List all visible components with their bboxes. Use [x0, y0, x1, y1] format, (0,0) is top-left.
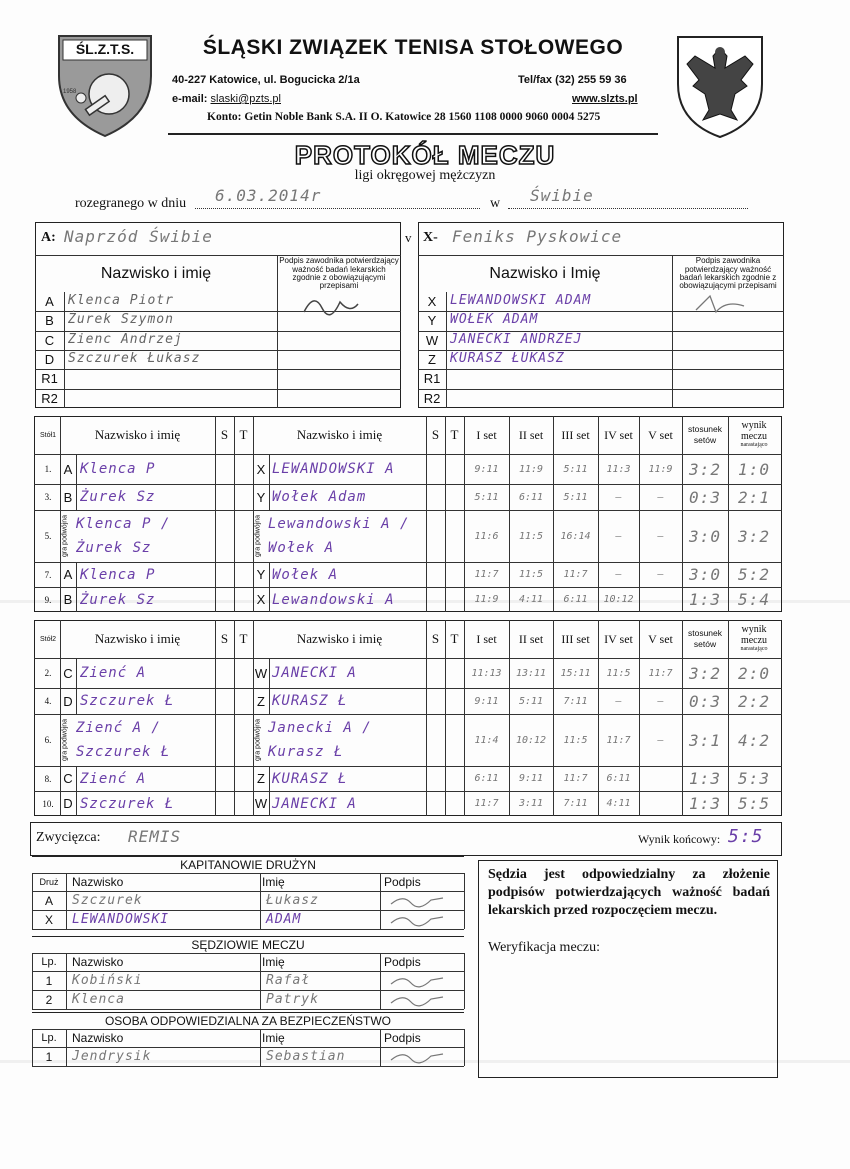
player-code: X: [427, 294, 437, 310]
row-surname: LEWANDOWSKI: [72, 912, 170, 927]
col-header-set4: IV set: [604, 631, 633, 646]
table-label-text: Stół: [40, 431, 53, 439]
player-name: KURASZ ŁUKASZ: [450, 351, 565, 367]
row-team: A: [44, 893, 53, 908]
col-header-s: S: [220, 427, 229, 442]
game-number: 2.: [44, 668, 52, 678]
running-result: 5:3: [738, 769, 770, 788]
rule: [76, 766, 77, 791]
result-label: wynik meczu: [740, 624, 768, 646]
col-header-s: S: [431, 631, 440, 646]
email-label: e-mail:: [172, 93, 208, 105]
game-player-x: LEWANDOWSKI A: [272, 461, 395, 477]
rule: [269, 562, 270, 587]
set-score: 11:9: [518, 463, 544, 475]
team-x-sign-header: Podpis zawodnika potwierdzający ważność badań lekarskich zgodnie z obowiązującymi przepisami: [679, 256, 777, 291]
col-header-set4: IV set: [604, 427, 633, 442]
col-header-sign: Podpis: [384, 955, 421, 969]
security-title: OSOBA ODPOWIEDZIALNA ZA BEZPIECZEŃSTWO: [104, 1013, 392, 1028]
row-surname: Jendrysik: [72, 1049, 152, 1064]
rule: [260, 953, 261, 1009]
game-code-a: B: [63, 592, 73, 607]
rule: [32, 1029, 33, 1066]
protocol-title: PROTOKÓŁ MECZU: [294, 140, 556, 170]
played-dots: [195, 208, 480, 209]
rule: [76, 791, 77, 816]
set-score: 6:11: [518, 491, 544, 503]
game-number: 8.: [44, 773, 52, 784]
game-player-a: Szczurek Ł: [80, 693, 175, 709]
running-result: 4:2: [738, 730, 770, 750]
set-score: 9:11: [474, 463, 499, 475]
set-score: 11:5: [518, 530, 544, 542]
col-header-ratio: stosunek setów: [687, 423, 723, 445]
game-code-x: W: [254, 796, 268, 811]
col-header-name-a: Nazwisko i imię: [94, 631, 181, 646]
game-player-a: Żurek Sz: [80, 489, 156, 505]
set-score: 5:11: [563, 491, 588, 503]
game-code-x: Z: [257, 771, 265, 786]
col-header-set3: III set: [561, 631, 590, 646]
player-name: [450, 388, 670, 407]
col-header-sign: Podpis: [384, 875, 421, 889]
rule: [76, 484, 77, 510]
game-code-a: A: [63, 461, 73, 477]
game-code-x: X: [256, 592, 266, 607]
row-surname: Kobiński: [72, 973, 143, 988]
player-code: R1: [41, 371, 58, 387]
rule: [32, 873, 33, 929]
set-score: 11:9: [648, 463, 673, 475]
set-score: 7:11: [563, 798, 588, 809]
sets-ratio: 3:2: [689, 459, 721, 479]
set-score: 4:11: [518, 594, 544, 605]
running-result: 5:2: [738, 565, 770, 584]
played-label: rozegranego w dniu: [75, 196, 187, 211]
running-result: 2:0: [738, 663, 770, 683]
rule: [32, 953, 33, 1009]
col-header-t: T: [450, 631, 459, 646]
player-name: Żurek Szymon: [68, 312, 174, 328]
game-code-a: B: [63, 489, 73, 505]
game-code-x: X: [256, 461, 266, 477]
running-result: 3:2: [738, 526, 770, 546]
sets-ratio: 3:0: [689, 565, 721, 584]
game-player-x: Lewandowski A: [272, 591, 395, 608]
player-name: [450, 368, 670, 387]
rule: [269, 791, 270, 816]
player-name: Zienc Andrzej: [68, 331, 183, 347]
rule: [269, 454, 270, 484]
player-code: W: [425, 332, 439, 348]
row-lp: 2: [45, 992, 53, 1007]
rule: [269, 484, 270, 510]
game-player-x: Wołek A: [272, 566, 339, 583]
set-score: 15:11: [560, 667, 591, 679]
game-number: 9.: [44, 594, 52, 605]
row-signature: [387, 1050, 447, 1064]
rule: [32, 1009, 464, 1010]
game-player-x: Wołek Adam: [272, 489, 367, 505]
game-player-a: Szczurek Ł: [80, 795, 175, 812]
running-result: 5:4: [738, 590, 770, 609]
set-score: 5:11: [474, 491, 499, 503]
col-header-name-a: Nazwisko i imię: [94, 427, 181, 442]
set-score: –: [615, 569, 622, 580]
set-score: 5:11: [518, 695, 544, 707]
website-link[interactable]: www.slzts.pl: [572, 93, 638, 105]
game-number: 4.: [44, 696, 52, 706]
verify-label: Weryfikacja meczu:: [488, 940, 600, 955]
table-number: 2: [52, 635, 56, 643]
game-code-a: D: [63, 796, 73, 811]
set-score: 11:7: [563, 773, 588, 784]
set-score: 11:5: [518, 569, 544, 580]
set-score: 11:7: [474, 569, 499, 580]
row-name: Łukasz: [266, 893, 319, 908]
silesia-eagle-crest: [675, 34, 765, 140]
rule: [464, 873, 465, 929]
doubles-label: gra podwójna: [254, 718, 262, 762]
col-header-name-x: Nazwisko i imię: [296, 631, 383, 646]
set-score: 11:7: [563, 569, 588, 580]
col-header-name-x: Nazwisko i imię: [296, 427, 383, 442]
rule: [76, 454, 77, 484]
rule: [66, 873, 67, 929]
set-score: 3:11: [518, 798, 544, 809]
set-score: 11:9: [474, 594, 499, 605]
row-surname: Szczurek: [72, 893, 143, 908]
telfax: Tel/fax (32) 255 59 36: [518, 74, 627, 86]
col-header-lp: Lp.: [41, 1032, 57, 1044]
player-code: Y: [427, 313, 437, 329]
set-score: 11:6: [474, 530, 499, 542]
sets-ratio: 3:1: [689, 730, 721, 750]
game-player-x: KURASZ Ł: [272, 770, 348, 787]
set-score: [639, 791, 682, 816]
row-name: Sebastian: [266, 1049, 346, 1064]
game-player-a: Zienć A: [80, 665, 147, 681]
sets-ratio: 3:2: [689, 663, 721, 683]
rule: [269, 587, 270, 612]
col-header-t: T: [239, 427, 248, 442]
doubles-label: gra podwójna: [254, 514, 262, 558]
org-name: ŚLĄSKI ZWIĄZEK TENISA STOŁOWEGO: [202, 36, 624, 59]
set-score: 16:14: [560, 530, 591, 542]
player-code: Z: [428, 352, 436, 368]
set-score: 6:11: [563, 594, 588, 605]
rule: [464, 1029, 465, 1066]
game-code-a: D: [63, 693, 73, 709]
player-code: D: [44, 352, 55, 368]
col-header-s: S: [431, 427, 440, 442]
col-header-set5: V set: [648, 631, 673, 646]
col-header-set1: I set: [476, 427, 497, 442]
winner-label: Zwycięzca:: [36, 830, 101, 845]
sets-ratio: 1:3: [689, 794, 721, 813]
player-name: [68, 388, 273, 407]
game-code-a: C: [63, 665, 73, 681]
rule: [66, 1029, 67, 1066]
player-signature: [300, 292, 360, 320]
bank-account: Konto: Getin Noble Bank S.A. II O. Katowice 28 1560 1108 0000 9060 0004 5275: [207, 111, 601, 123]
col-header-set5: V set: [648, 427, 673, 442]
doubles-label: gra podwójna: [61, 718, 69, 762]
game-player-x: Lewandowski A / Wołek A: [268, 516, 410, 556]
row-name: ADAM: [266, 912, 302, 927]
col-header-result: [728, 621, 780, 657]
game-code-x: Y: [256, 489, 266, 505]
col-header-name: Imię: [262, 1031, 285, 1045]
rule: [66, 953, 67, 1009]
referees-title: SĘDZIOWIE MECZU: [191, 937, 305, 952]
in-label: w: [490, 196, 501, 211]
set-score: 7:11: [563, 695, 588, 707]
set-score: 11:3: [606, 463, 631, 475]
set-score: 13:11: [515, 667, 547, 679]
set-score: 9:11: [518, 773, 544, 784]
row-signature: [387, 894, 447, 908]
game-number: 10.: [42, 798, 54, 809]
set-score: 11:7: [648, 667, 673, 679]
row-signature: [387, 993, 447, 1007]
col-header-surname: Nazwisko: [72, 875, 124, 889]
col-header-lp: Lp.: [41, 956, 57, 968]
row-signature: [387, 913, 447, 927]
game-code-a: C: [63, 771, 73, 786]
player-signature: [690, 292, 750, 318]
set-score: 11:13: [471, 667, 502, 679]
rule: [76, 562, 77, 587]
player-code: R1: [423, 371, 441, 387]
col-header-set1: I set: [476, 631, 497, 646]
game-number: 5.: [44, 531, 52, 541]
game-player-x: JANECKI A: [272, 795, 357, 812]
col-header-ratio: stosunek setów: [687, 627, 723, 649]
game-code-a: A: [63, 567, 73, 582]
rule: [76, 688, 77, 714]
player-code: R2: [423, 390, 441, 406]
game-player-a: Zienć A / Szczurek Ł: [76, 720, 171, 760]
table-label-text: Stół: [40, 635, 53, 643]
rule: [260, 1029, 261, 1066]
logo-text: ŚL.Z.T.S.: [75, 41, 135, 57]
doubles-label: gra podwójna: [61, 514, 69, 558]
set-score: 4:11: [606, 798, 631, 809]
set-score: 11:5: [563, 734, 588, 746]
match-place: Świbie: [530, 186, 594, 205]
game-code-x: W: [254, 665, 268, 681]
team-x-name: Feniks Pyskowice: [452, 227, 623, 246]
rule: [380, 1029, 381, 1066]
game-player-x: KURASZ Ł: [272, 693, 348, 709]
player-name: LEWANDOWSKI ADAM: [450, 293, 592, 309]
set-score: 6:11: [474, 773, 499, 784]
game-number: 3.: [44, 492, 52, 502]
rule: [464, 953, 465, 1009]
captains-title: KAPITANOWIE DRUŻYN: [180, 857, 316, 872]
game-player-x: Janecki A / Kurasz Ł: [268, 720, 372, 760]
set-score: –: [615, 530, 622, 542]
player-name: WOŁEK ADAM: [450, 312, 539, 328]
sets-ratio: 1:3: [689, 769, 721, 788]
place-dots: [508, 208, 748, 209]
col-header-set2: II set: [518, 631, 544, 646]
logo-year: 1958: [63, 89, 77, 95]
player-name: [68, 368, 273, 387]
team-x-prefix: X-: [423, 230, 438, 245]
result-sublabel: narastająco: [740, 442, 768, 449]
player-name: Klenca Piotr: [68, 293, 174, 309]
set-score: 10:12: [515, 734, 547, 746]
game-player-a: Klenca P: [80, 461, 156, 477]
team-x-name-header: Nazwisko i Imię: [489, 265, 601, 282]
team-a-name-header: Nazwisko i imię: [100, 265, 212, 282]
game-player-a: Klenca P: [80, 566, 156, 583]
col-header-s: S: [220, 631, 229, 646]
running-result: 1:0: [738, 459, 770, 479]
col-header-set3: III set: [561, 427, 590, 442]
sets-ratio: 1:3: [689, 590, 721, 609]
sets-ratio: 0:3: [689, 691, 721, 711]
rule: [76, 658, 77, 688]
sets-ratio: 3:0: [689, 526, 721, 546]
game-code-x: Y: [256, 567, 266, 582]
player-code: A: [45, 294, 54, 310]
address: 40-227 Katowice, ul. Bogucicka 2/1a: [172, 74, 360, 86]
set-score: 10:12: [603, 594, 634, 605]
set-score: –: [657, 491, 664, 503]
row-name: Patryk: [266, 992, 319, 1007]
col-header-t: T: [239, 631, 248, 646]
table-label: [36, 622, 60, 656]
player-name: Szczurek Łukasz: [68, 351, 201, 367]
game-player-x: JANECKI A: [272, 665, 357, 681]
rule: [32, 1066, 464, 1067]
final-score-value: 5:5: [728, 826, 764, 847]
set-score: 6:11: [606, 773, 631, 784]
set-score: 11:4: [474, 734, 499, 746]
result-label: wynik meczu: [740, 420, 768, 442]
result-sublabel: narastająco: [740, 646, 768, 653]
row-team: X: [44, 912, 53, 927]
versus: v: [405, 230, 412, 245]
table-number: 1: [52, 431, 56, 439]
rule: [32, 929, 464, 930]
set-score: [639, 587, 682, 612]
game-player-a: Zienć A: [80, 770, 147, 787]
col-header-surname: Nazwisko: [72, 1031, 124, 1045]
set-score: 11:7: [474, 798, 499, 809]
running-result: 5:5: [738, 794, 770, 813]
row-lp: 1: [45, 973, 53, 988]
game-player-a: Żurek Sz: [80, 591, 156, 608]
row-name: Rafał: [266, 973, 311, 988]
col-header-result: [728, 417, 780, 453]
set-score: –: [657, 569, 664, 580]
game-number: 7.: [44, 569, 52, 580]
set-score: –: [657, 530, 664, 542]
set-score: 5:11: [563, 463, 588, 475]
set-score: 9:11: [474, 695, 499, 707]
set-score: [639, 766, 682, 791]
running-result: 2:2: [738, 691, 770, 711]
player-name: JANECKI ANDRZEJ: [450, 331, 583, 347]
team-a-prefix: A:: [41, 230, 56, 245]
col-header-surname: Nazwisko: [72, 955, 124, 969]
player-code: R2: [41, 390, 58, 406]
col-header-set2: II set: [518, 427, 544, 442]
set-score: –: [657, 734, 664, 746]
rule: [260, 873, 261, 929]
col-header-name: Imię: [262, 955, 285, 969]
running-result: 2:1: [738, 487, 770, 507]
match-date: 6.03.2014r: [215, 186, 322, 205]
league-subtitle: ligi okręgowej mężczyzn: [354, 168, 496, 183]
final-score-label: Wynik końcowy:: [638, 832, 721, 846]
sets-ratio: 0:3: [689, 487, 721, 507]
notice-text: Sędzia jest odpowiedzialny za złożenie podpisów potwierdzających ważność badań lekarskich przed rozpoczęciem meczu.: [488, 867, 770, 918]
row-surname: Klenca: [72, 992, 125, 1007]
set-score: 11:5: [606, 667, 631, 679]
email-line: [172, 93, 281, 105]
game-code-x: Z: [257, 693, 265, 709]
email-link[interactable]: slaski@pzts.pl: [210, 93, 281, 105]
table-label: [36, 418, 60, 452]
rule: [380, 953, 381, 1009]
rule: [269, 766, 270, 791]
rule: [380, 873, 381, 929]
row-signature: [387, 974, 447, 988]
player-code: C: [44, 332, 55, 348]
col-header-team: Druż: [39, 877, 59, 887]
rule: [269, 658, 270, 688]
col-header-name: Imię: [262, 875, 285, 889]
set-score: 11:7: [606, 734, 631, 746]
set-score: –: [615, 491, 622, 503]
set-score: –: [657, 695, 664, 707]
col-header-sign: Podpis: [384, 1031, 421, 1045]
col-header-t: T: [450, 427, 459, 442]
game-player-a: Klenca P / Żurek Sz: [76, 516, 171, 556]
set-score: –: [615, 695, 622, 707]
team-a-sign-header: Podpis zawodnika potwierdzający ważność badań lekarskich zgodnie z obowiązującymi przepisami: [279, 256, 399, 291]
game-number: 1.: [44, 464, 52, 474]
rule: [76, 587, 77, 612]
player-code: B: [45, 313, 54, 329]
header-rule: [168, 133, 658, 135]
rule: [269, 688, 270, 714]
game-number: 6.: [44, 735, 52, 745]
winner-value: REMIS: [128, 827, 182, 846]
team-a-name: Naprzód Świbie: [64, 227, 213, 246]
row-lp: 1: [45, 1049, 53, 1064]
